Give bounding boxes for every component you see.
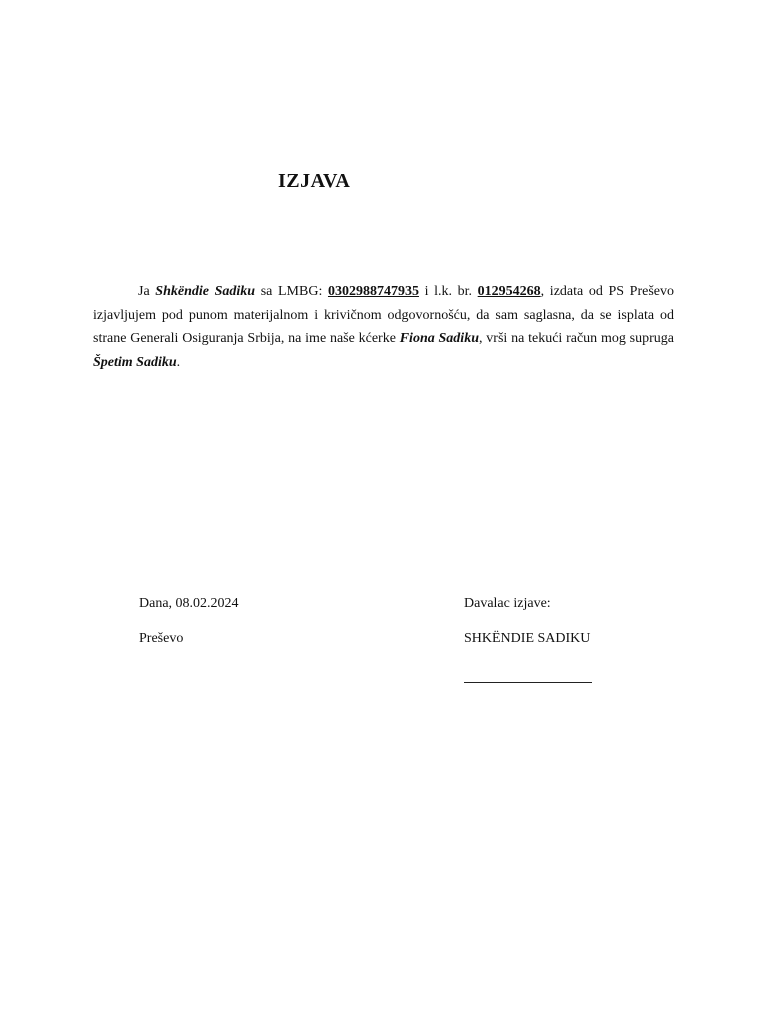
date-line: Dana, 08.02.2024 xyxy=(139,596,239,611)
text-fragment: sa LMBG: xyxy=(255,284,328,299)
text-fragment: . xyxy=(176,354,181,370)
document-title: IZJAVA xyxy=(278,170,351,192)
statement-paragraph xyxy=(93,280,674,374)
husband-name: Špetim Sadiku xyxy=(93,354,177,370)
text-fragment: , vrši na tekući račun mog supruga xyxy=(479,331,674,346)
id-card-number: 012954268 xyxy=(477,284,541,299)
signer-name: SHKËNDIE SADIKU xyxy=(464,631,591,646)
declarant-name: Shkëndie Sadiku xyxy=(155,284,256,299)
text-fragment: i l.k. br. xyxy=(418,284,478,299)
text-fragment: Ja xyxy=(138,284,156,299)
signature-line xyxy=(464,682,592,683)
daughter-name: Fiona Sadiku xyxy=(399,331,479,346)
signer-label: Davalac izjave: xyxy=(464,596,551,611)
place-line: Preševo xyxy=(139,631,184,646)
text-fragment: , izdata od PS Preševo izjavljujem pod punom materijalnom i krivičnom odgovornošću, da sam saglasna, da se isplata od strane Generali Osiguranja Srbija, na ime naše kćerke xyxy=(93,284,675,346)
lmbg-number: 0302988747935 xyxy=(327,284,419,299)
